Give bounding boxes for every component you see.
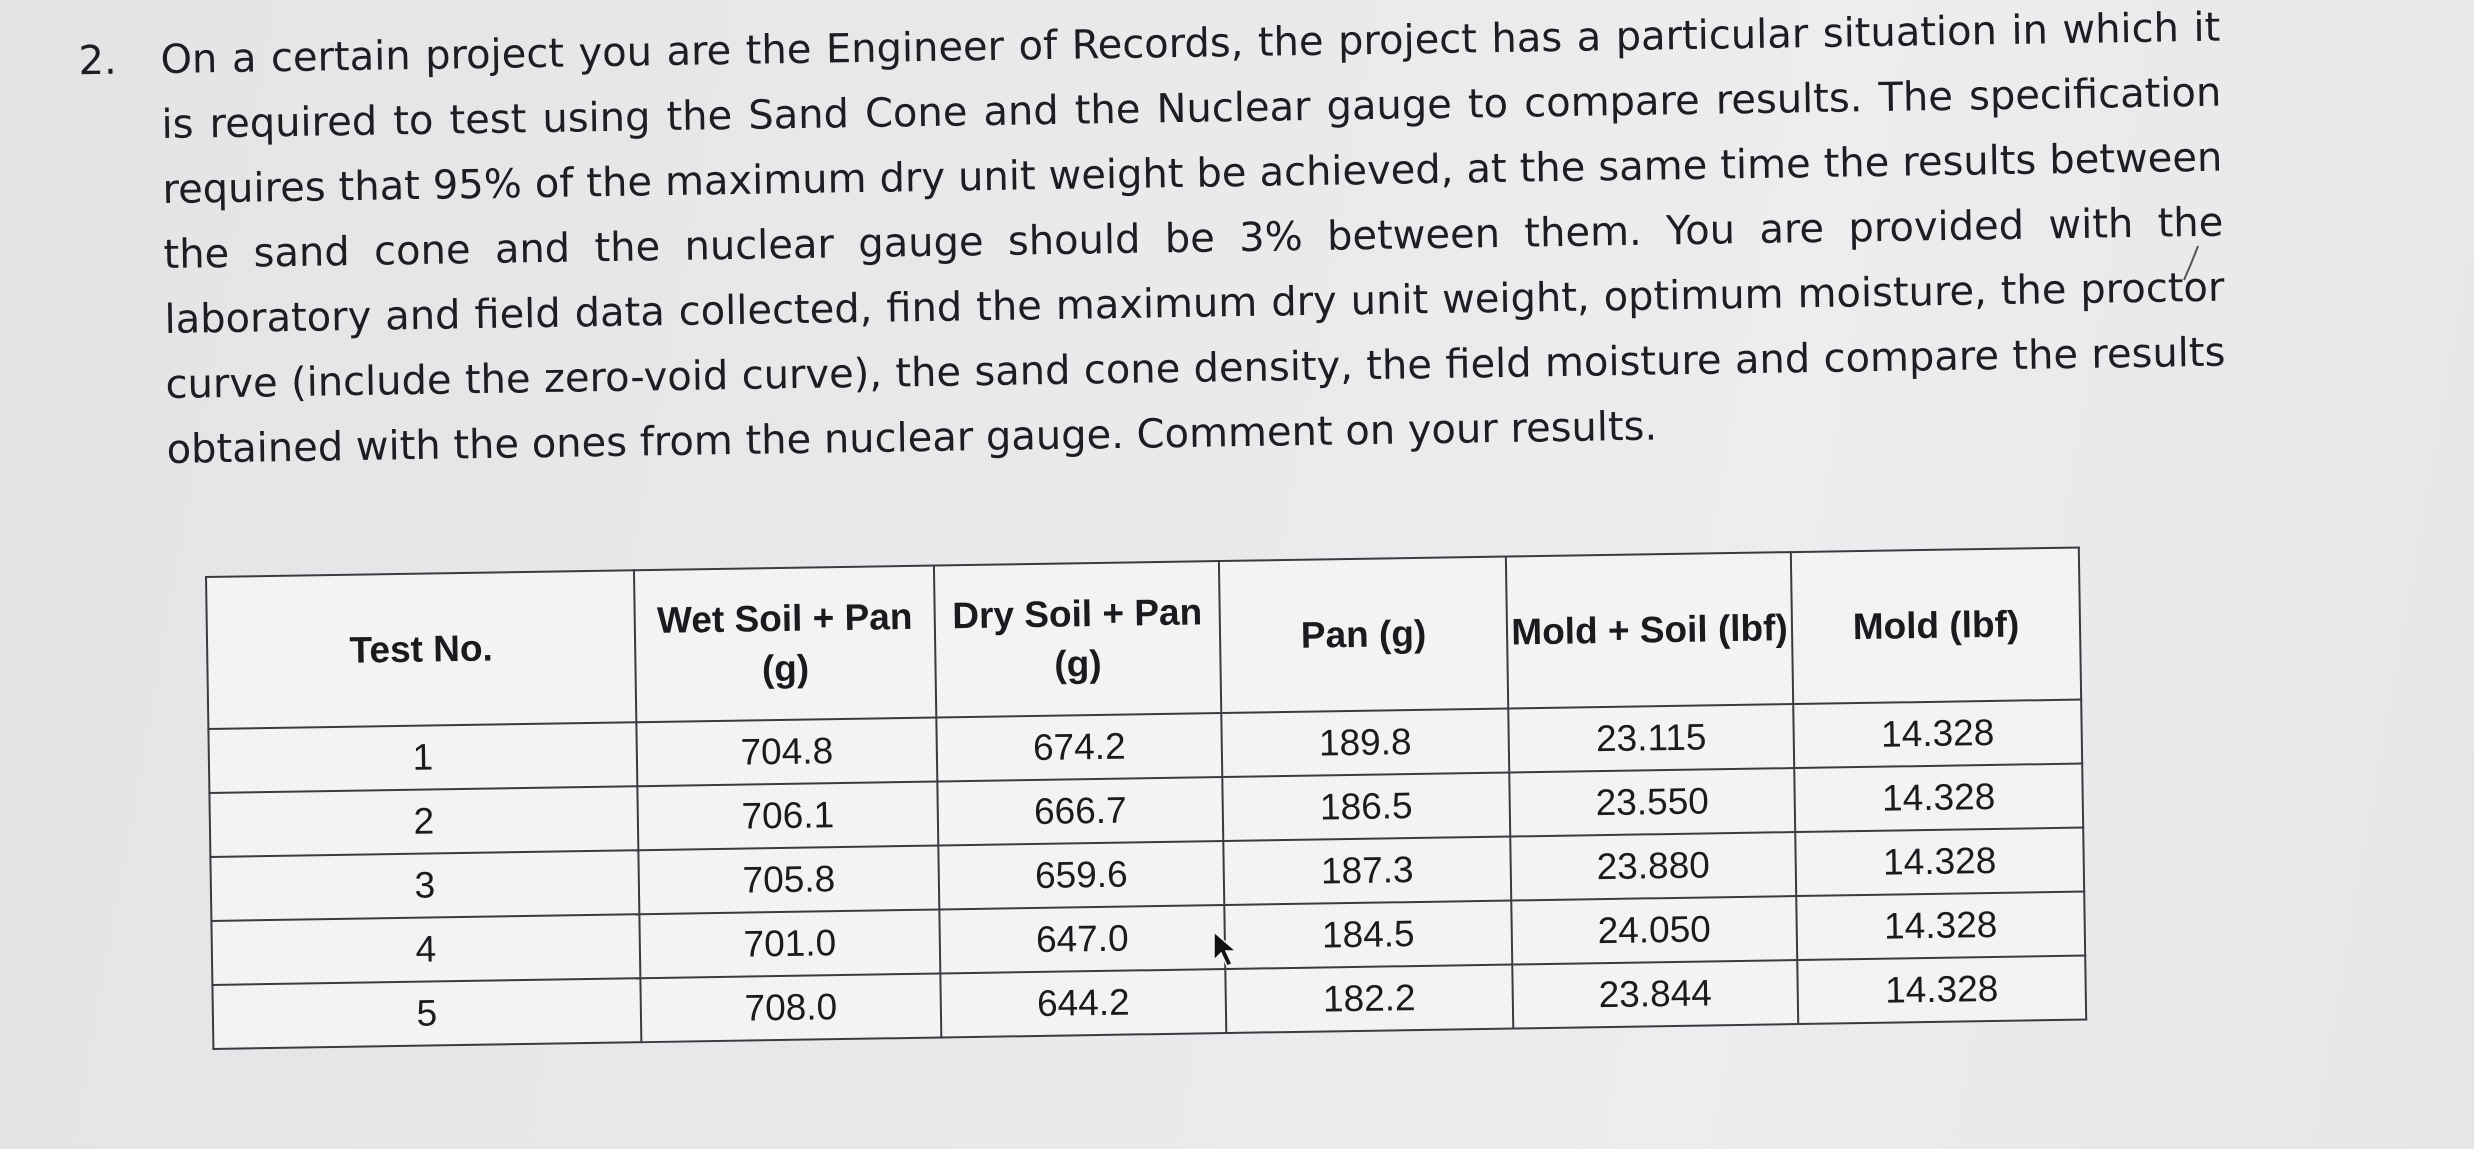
cell-mold: 14.328 [1796,892,2085,961]
mouse-pointer-icon [1212,930,1242,970]
cell-mold: 14.328 [1793,700,2082,769]
cell-test-no: 2 [209,786,638,857]
header-mold: Mold (lbf) [1791,548,2081,705]
table-header-row [206,548,2081,729]
cell-pan: 189.8 [1221,709,1509,778]
proctor-data-table [205,547,2087,1050]
cell-mold-soil: 23.115 [1508,704,1794,772]
header-mold-soil: Mold + Soil (lbf) [1506,552,1793,708]
cell-pan: 186.5 [1222,773,1510,842]
cell-pan: 182.2 [1225,965,1513,1034]
header-test-no: Test No. [206,570,636,729]
cell-mold: 14.328 [1795,828,2084,897]
cell-dry-soil-pan: 647.0 [939,905,1225,973]
data-table-container [205,547,2087,1050]
cell-mold-soil: 23.844 [1512,960,1798,1028]
cell-wet-soil-pan: 701.0 [639,910,940,979]
cell-dry-soil-pan: 659.6 [938,841,1224,909]
cell-wet-soil-pan: 708.0 [640,973,941,1042]
cell-test-no: 5 [212,978,641,1049]
header-pan: Pan (g) [1219,557,1508,713]
cell-test-no: 4 [211,914,640,985]
cell-test-no: 1 [208,722,637,793]
cell-wet-soil-pan: 706.1 [637,782,938,851]
cell-wet-soil-pan: 704.8 [636,718,937,787]
question-text: On a certain project you are the Engineer of Records, the project has a particular situation in which it is required to test using the Sand Cone and the Nuclear gauge to compare results. The specification requires that 95% of the maximum dry unit weight be achieved, at the same time the results between the sand cone and the nuclear gauge should be 3% between them. You are provided with the laboratory and field data collected, find the maximum dry unit weight, optimum moisture, the proctor curve (include the zero-void curve), the sand cone density, the field moisture and compare the results obtained with the ones from the nuclear gauge. Comment on your results. [160,4,2226,473]
cell-mold-soil: 23.550 [1509,768,1795,836]
cell-wet-soil-pan: 705.8 [638,846,939,915]
cell-dry-soil-pan: 674.2 [936,713,1222,781]
header-wet-soil-pan: Wet Soil + Pan (g) [634,566,936,723]
cell-mold: 14.328 [1797,956,2086,1025]
cell-mold-soil: 23.880 [1510,832,1796,900]
cell-mold: 14.328 [1794,764,2083,833]
cell-pan: 187.3 [1223,837,1511,906]
cell-mold-soil: 24.050 [1511,896,1797,964]
pen-mark-icon [2180,244,2204,284]
cell-pan: 184.5 [1224,901,1512,970]
cell-dry-soil-pan: 666.7 [937,777,1223,845]
header-dry-soil-pan: Dry Soil + Pan (g) [934,561,1221,717]
cell-test-no: 3 [210,850,639,921]
question-block [78,0,2227,483]
question-number: 2. [78,37,118,85]
cell-dry-soil-pan: 644.2 [940,969,1226,1037]
